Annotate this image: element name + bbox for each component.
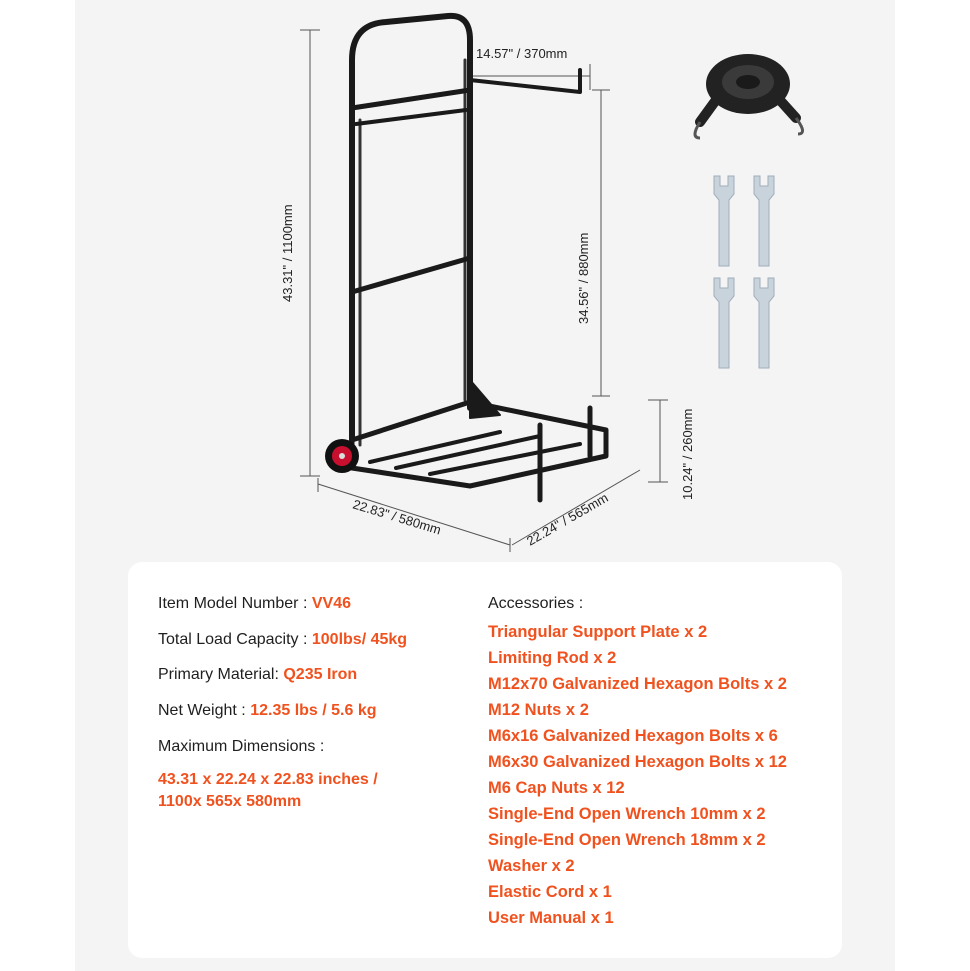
spec-weight-value: 12.35 lbs / 5.6 kg: [250, 702, 377, 719]
cart-frame-illustration: [352, 16, 606, 500]
accessory-item: M12 Nuts x 2: [488, 701, 589, 719]
spec-model-label: Item Model Number :: [158, 595, 308, 612]
spec-card: [128, 562, 842, 958]
accessory-item: Limiting Rod x 2: [488, 649, 617, 667]
accessory-item: Washer x 2: [488, 857, 575, 875]
dim-top-width: 14.57" / 370mm: [476, 46, 568, 61]
spec-dims-line1: 43.31 x 22.24 x 22.83 inches /: [158, 771, 378, 788]
accessories-list: [488, 619, 787, 931]
accessory-item: M6x16 Galvanized Hexagon Bolts x 6: [488, 727, 778, 745]
dim-total-height: 43.31" / 1100mm: [280, 204, 295, 302]
accessory-item: M6 Cap Nuts x 12: [488, 779, 625, 797]
spec-weight: [158, 702, 377, 720]
spec-load-value: 100lbs/ 45kg: [311, 631, 408, 648]
spec-material-value: Q235 Iron: [283, 666, 358, 683]
spec-weight-label: Net Weight :: [158, 702, 246, 719]
dim-inner-height: 34.56" / 880mm: [576, 232, 591, 324]
spec-dims-value: [158, 769, 378, 813]
spec-dims-label: Maximum Dimensions :: [158, 738, 325, 755]
spec-model: [158, 595, 351, 613]
dim-width: 22.83" / 580mm: [351, 496, 443, 538]
accessory-item: Triangular Support Plate x 2: [488, 623, 708, 641]
wheel-icon: [325, 439, 359, 473]
wrench-icon: [714, 176, 774, 368]
dim-base-height: 10.24" / 260mm: [680, 408, 695, 500]
accessories-title: Accessories :: [488, 595, 584, 612]
dim-depth: 22.24" / 565mm: [524, 489, 611, 549]
spec-load-label: Total Load Capacity :: [158, 631, 308, 648]
spec-load: [158, 631, 407, 649]
accessory-item: M6x30 Galvanized Hexagon Bolts x 12: [488, 753, 787, 771]
spec-material-label: Primary Material:: [158, 666, 279, 683]
accessory-item: User Manual x 1: [488, 909, 614, 927]
accessory-item: Single-End Open Wrench 18mm x 2: [488, 831, 766, 849]
elastic-cord-icon: [695, 54, 803, 138]
accessory-item: Elastic Cord x 1: [488, 883, 612, 901]
accessory-item: M12x70 Galvanized Hexagon Bolts x 2: [488, 675, 787, 693]
spec-model-value: VV46: [311, 595, 351, 612]
spec-dims-line2: 1100x 565x 580mm: [158, 793, 302, 810]
spec-material: [158, 666, 357, 684]
accessory-item: Single-End Open Wrench 10mm x 2: [488, 805, 766, 823]
dimension-labels: [280, 46, 695, 549]
